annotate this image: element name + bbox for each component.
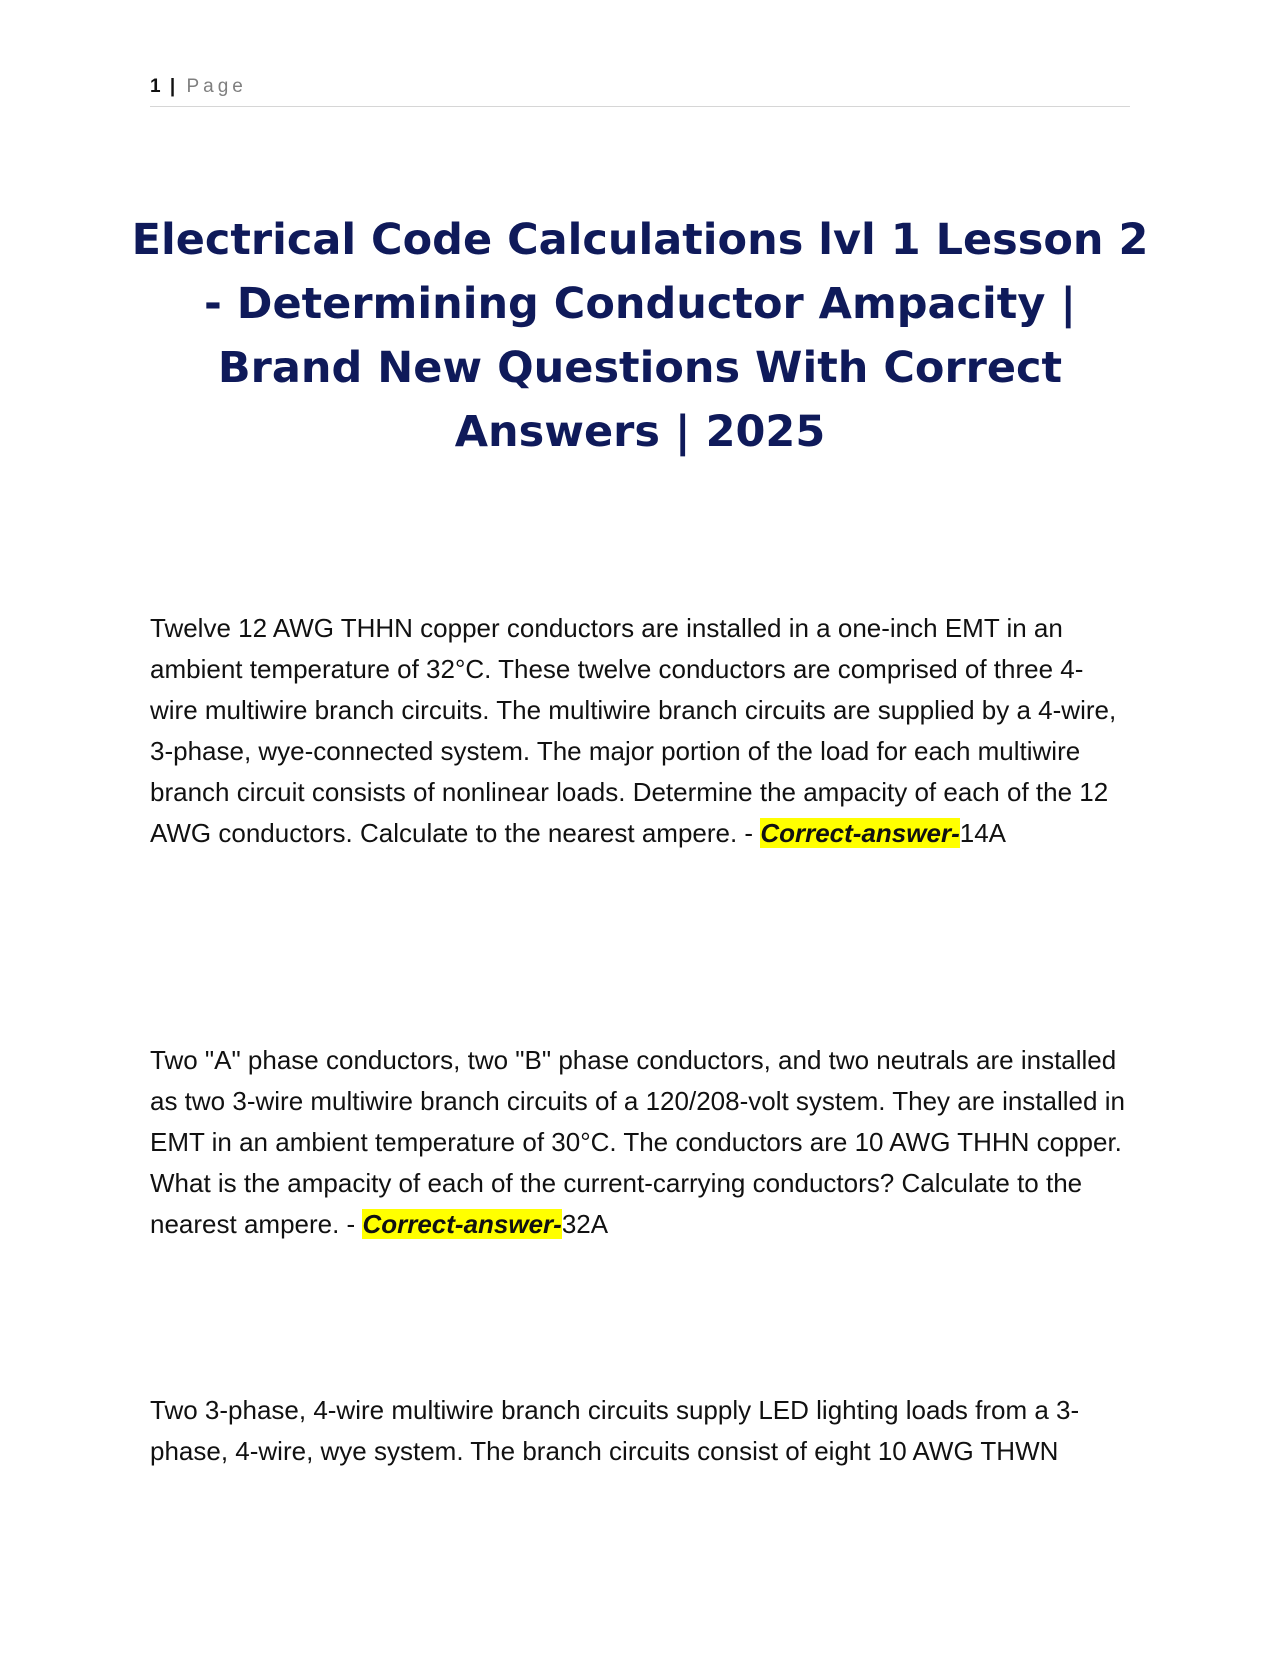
question-block: [150, 1040, 1130, 1245]
page-header: [150, 76, 1130, 107]
question-text: Twelve 12 AWG THHN copper conductors are installed in a one-inch EMT in an ambient temperature of 32°C. These twelve conductors are comprised of three 4-wire multiwire branch circuits. The multiwire branch circuits are supplied by a 4-wire, 3-phase, wye-connected system. The major portion of the load for each multiwire branch circuit consists of nonlinear loads. Determine the ampacity of each of the 12 AWG conductors. Calculate to the nearest ampere. -: [150, 613, 1117, 848]
page-number: 1: [150, 76, 162, 97]
page-separator: |: [169, 76, 177, 97]
document-title: Electrical Code Calculations lvl 1 Lesson 2 - Determining Conductor Ampacity | Brand New Questions With Correct Answers | 2025: [131, 215, 1149, 457]
question-text: Two "A" phase conductors, two "B" phase conductors, and two neutrals are installed as two 3-wire multiwire branch circuits of a 120/208-volt system. They are installed in EMT in an ambient temperature of 30°C. The conductors are 10 AWG THHN copper. What is the ampacity of each of the current-carrying conductors? Calculate to the nearest ampere. -: [150, 1045, 1125, 1239]
question-text: Two 3-phase, 4-wire multiwire branch circuits supply LED lighting loads from a 3-phase, 4-wire, wye system. The branch circuits consist of eight 10 AWG THWN: [150, 1395, 1080, 1466]
page-label: Page: [186, 76, 247, 97]
question-block: [150, 1390, 1130, 1472]
answer-value: 32A: [561, 1209, 609, 1239]
answer-label: Correct-answer-: [362, 1209, 562, 1239]
answer-label: Correct-answer-: [760, 818, 960, 848]
question-block: [150, 608, 1130, 854]
answer-value: 14A: [959, 818, 1006, 848]
